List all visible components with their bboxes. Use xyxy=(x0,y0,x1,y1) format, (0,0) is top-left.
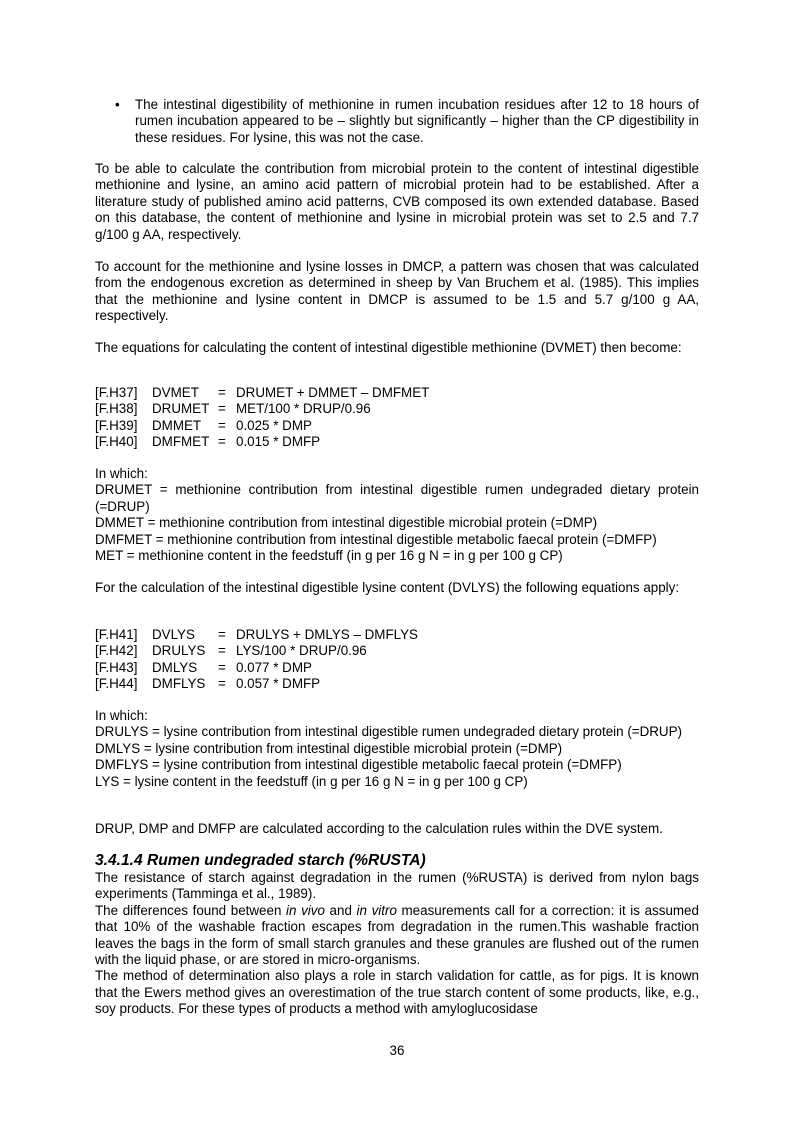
equation-expression: 0.057 * DMFP xyxy=(236,676,321,692)
met-equations xyxy=(95,385,699,451)
lys-definitions xyxy=(95,708,699,790)
equation-expression: 0.025 * DMP xyxy=(236,417,312,433)
equation-variable: DVMET xyxy=(152,385,199,400)
equals-sign: = xyxy=(218,627,226,642)
equation-variable: DMMET xyxy=(152,417,202,433)
equation-variable: DMFMET xyxy=(152,434,210,450)
paragraph-text: The equations for calculating the content of intestinal digestible methionine (DVMET) then become: xyxy=(95,340,682,355)
equation-number: [F.H37] xyxy=(95,385,138,400)
equals-sign: = xyxy=(218,434,226,450)
definitions-heading: In which: xyxy=(95,466,148,481)
equation-variable: DRUMET xyxy=(152,401,210,417)
equation-number: [F.H42] xyxy=(95,643,138,659)
section-heading: 3.4.1.4 Rumen undegraded starch (%RUSTA) xyxy=(95,852,426,869)
equation-variable: DVLYS xyxy=(152,627,195,642)
equals-sign: = xyxy=(218,643,226,659)
equation-number: [F.H41] xyxy=(95,627,138,642)
paragraph-dmcp xyxy=(95,259,699,325)
section-paragraph-1: The resistance of starch against degradation in the rumen (%RUSTA) is derived from nylon bags experiments (Tamminga et al., 1989). xyxy=(95,870,699,902)
equation-row xyxy=(95,385,699,401)
definition-item: DMLYS = lysine contribution from intestinal digestible microbial protein (=DMP) xyxy=(95,740,563,756)
paragraph-text: For the calculation of the intestinal digestible lysine content (DVLYS) the following equations apply: xyxy=(95,580,680,595)
bullet-icon: • xyxy=(115,97,120,112)
paragraph-text: DRUP, DMP and DMFP are calculated according to the calculation rules within the DVE system. xyxy=(95,821,663,836)
equals-sign: = xyxy=(218,385,226,400)
equals-sign: = xyxy=(218,659,226,675)
definition-item: MET = methionine content in the feedstuff (in g per 16 g N = in g per 100 g CP) xyxy=(95,548,563,564)
equation-expression: MET/100 * DRUP/0.96 xyxy=(236,401,371,417)
equation-row xyxy=(95,418,699,434)
paragraph-text: To be able to calculate the contribution from microbial protein to the content of intestinal digestible methionine and lysine, an amino acid pattern of microbial protein had to be established. After a literature study of published amino acid patterns, CVB composed its own extended database. Based on this database, the content of methionine and lysine in microbial protein was set to 2.5 and 7.7 g/100 g AA, respectively. xyxy=(95,161,699,242)
section-body xyxy=(95,870,699,1018)
definition-item: LYS = lysine content in the feedstuff (in g per 16 g N = in g per 100 g CP) xyxy=(95,773,528,789)
equals-sign: = xyxy=(218,401,226,417)
equation-row xyxy=(95,627,699,643)
equation-variable: DMLYS xyxy=(152,659,198,675)
equation-number: [F.H40] xyxy=(95,434,138,450)
definitions-heading: In which: xyxy=(95,708,148,723)
equation-variable: DRULYS xyxy=(152,643,206,659)
text-run: measurements call for a correction: it is assumed that 10% of the washable fraction escapes from degradation in the rumen.This washable fraction leaves the bags in the form of small starch granules and these granules are flushed out of the rumen with the liquid phase, or are stored in micro-organisms. xyxy=(95,902,699,968)
section-paragraph-2 xyxy=(95,903,699,969)
equation-number: [F.H39] xyxy=(95,417,138,433)
definition-item: DRUMET = methionine contribution from intestinal digestible rumen undegraded dietary protein (=DRUP) xyxy=(95,482,699,514)
equation-expression: 0.015 * DMFP xyxy=(236,434,321,450)
paragraph-dve-note xyxy=(95,821,699,837)
paragraph-dvlys-intro xyxy=(95,580,699,596)
equation-number: [F.H44] xyxy=(95,676,138,692)
equation-row xyxy=(95,401,699,417)
paragraph-microbial xyxy=(95,161,699,243)
definition-item: DMFLYS = lysine contribution from intestinal digestible metabolic faecal protein (=DMFP) xyxy=(95,757,622,773)
equation-number: [F.H43] xyxy=(95,659,138,675)
equation-row xyxy=(95,434,699,450)
equation-row xyxy=(95,660,699,676)
equation-expression: LYS/100 * DRUP/0.96 xyxy=(236,643,367,659)
text-run: and xyxy=(324,902,357,918)
equation-variable: DMFLYS xyxy=(152,676,206,692)
paragraph-dvmet-intro xyxy=(95,340,699,356)
bullet-item xyxy=(115,97,699,146)
equals-sign: = xyxy=(218,676,226,692)
equation-expression: DRULYS + DMLYS – DMFLYS xyxy=(236,627,418,642)
equation-row xyxy=(95,643,699,659)
page-number: 36 xyxy=(389,1043,405,1058)
definition-item: DMFMET = methionine contribution from intestinal digestible metabolic faecal protein (=DMFP) xyxy=(95,531,657,547)
italic-term: in vitro xyxy=(356,902,397,918)
section-paragraph-3: The method of determination also plays a role in starch validation for cattle, as for pigs. It is known that the Ewers method gives an overestimation of the true starch content of some products, like, e.g., soy products. For these types of products a method with amyloglucosidase xyxy=(95,968,699,1017)
italic-term: in vivo xyxy=(286,902,325,918)
bullet-text: The intestinal digestibility of methionine in rumen incubation residues after 12 to 18 hours of rumen incubation appeared to be – slightly but significantly – higher than the CP digestibility in these residues. For lysine, this was not the case. xyxy=(135,97,699,145)
met-definitions xyxy=(95,466,699,564)
lys-equations xyxy=(95,627,699,693)
paragraph-text: To account for the methionine and lysine losses in DMCP, a pattern was chosen that was calculated from the endogenous excretion as determined in sheep by Van Bruchem et al. (1985). This implies that the methionine and lysine content in DMCP is assumed to be 1.5 and 5.7 g/100 g AA, respectively. xyxy=(95,259,699,324)
definition-item: DMMET = methionine contribution from intestinal digestible microbial protein (=DMP) xyxy=(95,515,598,531)
equals-sign: = xyxy=(218,417,226,433)
text-run: The differences found between xyxy=(95,902,287,918)
definition-item: DRULYS = lysine contribution from intestinal digestible rumen undegraded dietary protein (=DRUP) xyxy=(95,724,682,740)
equation-number: [F.H38] xyxy=(95,401,138,417)
equation-expression: 0.077 * DMP xyxy=(236,659,312,675)
equation-expression: DRUMET + DMMET – DMFMET xyxy=(236,385,430,400)
equation-row xyxy=(95,676,699,692)
